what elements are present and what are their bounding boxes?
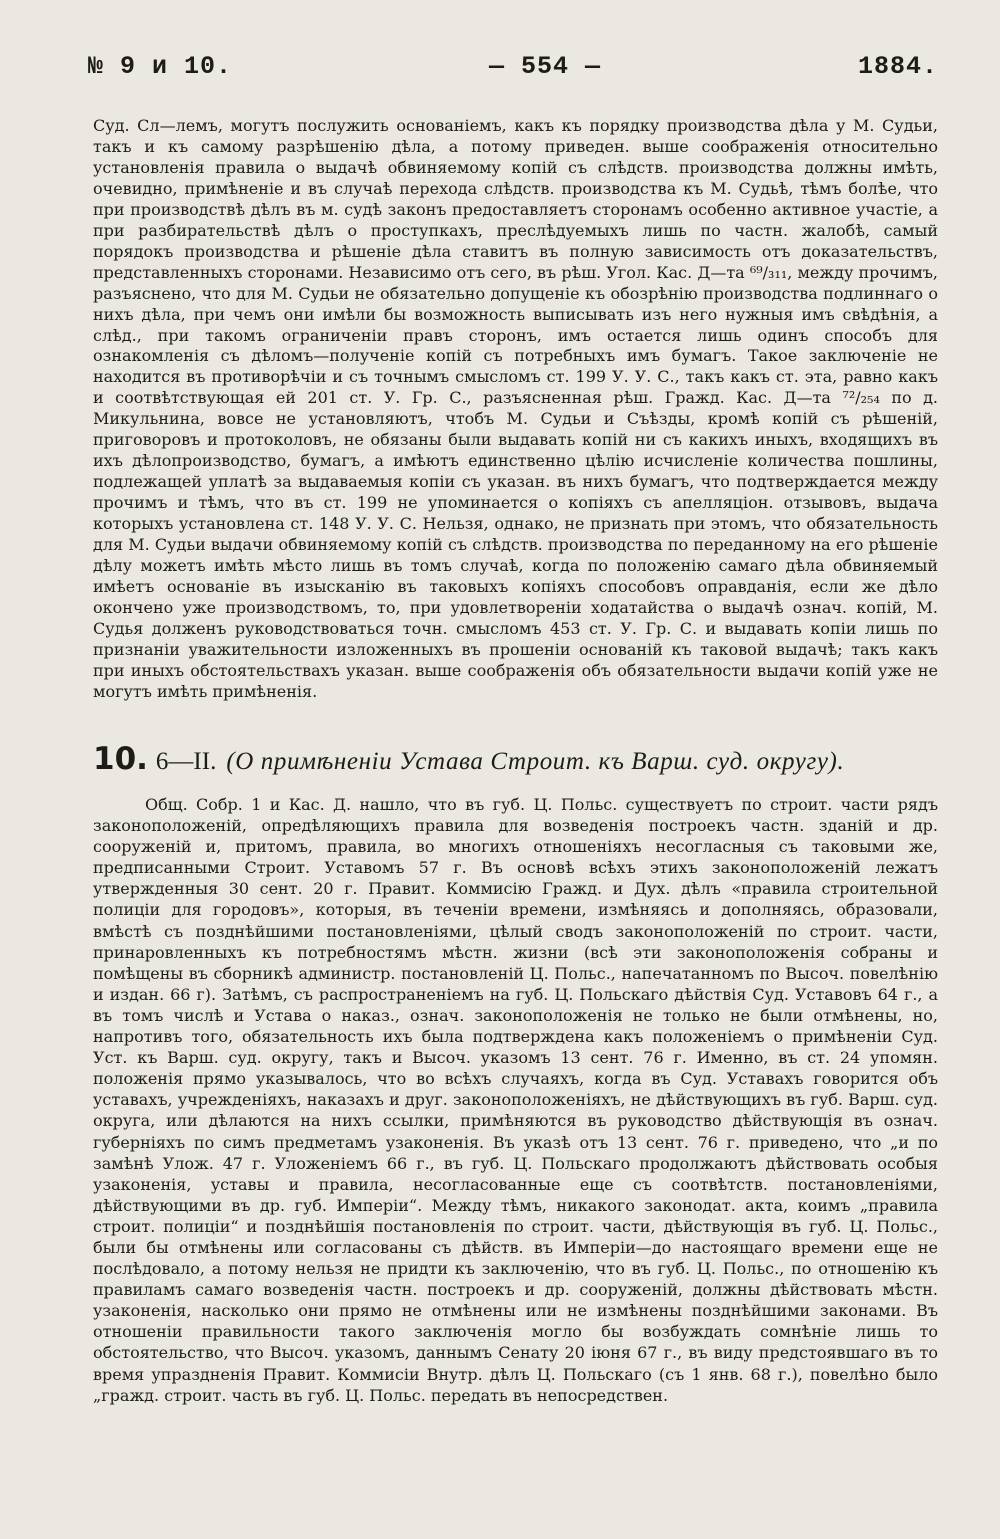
continued-paragraph bbox=[93, 116, 938, 703]
issue-number: № 9 и 10. bbox=[88, 52, 233, 81]
section-10 bbox=[93, 743, 938, 1406]
section-body bbox=[93, 794, 938, 1406]
running-header bbox=[88, 52, 938, 81]
section-paragraph-text: Общ. Собр. 1 и Кас. Д. нашло, что въ губ. Ц. Польс. существуетъ по строит. части рядъ законоположеній, опредѣляющихъ правила для возведенія построекъ частн. зданій и др. сооруженій и, притомъ, правила, во многихъ отношеніяхъ несогласныя съ таковыми же, предписанными Строит. Уставомъ 57 г. Въ основѣ всѣхъ этихъ законоположеній лежатъ утвержденныя 30 сент. 20 г. Правит. Коммисію Гражд. и Дух. дѣлъ «правила строительной полиціи для городовъ», которыя, въ теченіи времени, измѣняясь и дополняясь, образовали, вмѣстѣ съ позднѣйшими постановленіями, цѣлый сводъ законоположеній по строит. части, принаровленныхъ къ потребностямъ мѣстн. жизни (всѣ эти законоположенія собраны и помѣщены въ сборникѣ администр. постановленій Ц. Польс., напечатанномъ по Высоч. повелѣнію и издан. 66 г). Затѣмъ, съ распространеніемъ на губ. Ц. Польскаго дѣйствія Суд. Уставовъ 64 г., а въ томъ числѣ и Устава о наказ., означ. законоположенія не только не были отмѣнены, но, напротивъ того, обязательность ихъ была подтверждена какъ положеніемъ о примѣненіи Суд. Уст. къ Варш. суд. округу, такъ и Высоч. указомъ 13 сент. 76 г. Именно, въ ст. 24 упомян. положенія прямо указывалось, что во всѣхъ случаяхъ, когда въ Суд. Уставахъ говорится объ уставахъ, учрежденіяхъ, наказахъ и друг. законоположеніяхъ, не дѣйствующихъ въ губ. Варш. суд. округа, или дѣлаются на нихъ ссылки, примѣняются въ руководство дѣйствующія въ означ. губерніяхъ по симъ предметамъ узаконенія. Въ указѣ отъ 13 сент. 76 г. приведено, что „и по замѣнѣ Улож. 47 г. Уложеніемъ 66 г., въ губ. Ц. Польскаго продолжаютъ дѣйствовать особыя узаконенія, уставы и правила, несогласованные еще съ соотвѣтств. постановленіями, дѣйствующими въ др. губ. Имперіи“. Между тѣмъ, никакого законодат. акта, коимъ „правила строит. полиціи“ и позднѣйшія постановленія по строит. части, дѣйствующія въ губ. Ц. Польс., были бы отмѣнены или согласованы съ дѣйств. въ Имперіи—до настоящаго времени еще не послѣдовало, а потому нельзя не придти къ заключенію, что въ губ. Ц. Польс., по отношенію къ правиламъ самаго возведенія частн. построекъ и др. сооруженій, должны дѣйствовать мѣстн. узаконенія, насколько они прямо не отмѣнены или не измѣнены позднѣйшими законами. Въ отношеніи правильности такого заключенія могло бы возбуждать сомнѣніе лишь то обстоятельство, что Высоч. указомъ, даннымъ Сенату 20 іюня 67 г., въ виду предстоявшаго въ то время упраздненія Правит. Коммисіи Внутр. дѣлъ Ц. Польскаго (съ 1 янв. 68 г.), повелѣно было „гражд. строит. часть въ губ. Ц. Польс. передать въ непосредствен. bbox=[93, 795, 938, 1405]
section-heading bbox=[93, 743, 938, 778]
section-title: (О примѣненіи Устава Строит. къ Варш. суд. округу). bbox=[226, 748, 845, 775]
page-number: — 554 — bbox=[488, 52, 602, 81]
section-number: 10. bbox=[93, 741, 148, 777]
paragraph-text: Суд. Сл—лемъ, могутъ послужить основаніемъ, какъ къ порядку производства дѣла у М. Судьи, такъ и къ самому разрѣшенію дѣла, а потому приведен. выше соображенія относительно установленія правила о выдачѣ обвиняемому копій съ слѣдств. производства должны имѣть, очевидно, примѣненіе и въ случаѣ перехода слѣдств. производства къ М. Судьѣ, тѣмъ болѣе, что при производствѣ дѣлъ въ м. судѣ законъ предоставляетъ сторонамъ особенно активное участіе, а при разбирательствѣ дѣлъ о проступкахъ, преслѣдуемыхъ лишь по частн. жалобѣ, самый порядокъ производства и рѣшеніе дѣла ставитъ въ полную зависимость отъ доказательствъ, представленныхъ сторонами. Независимо отъ сего, въ рѣш. Угол. Кас. Д—та ⁶⁹/₃₁₁, между прочимъ, разъяснено, что для М. Судьи не обязательно допущеніе къ обозрѣнію производства подлиннаго о нихъ дѣла, при чемъ они имѣли бы возможность выписывать изъ него нужныя имъ свѣдѣнія, а слѣд., при такомъ ограниченіи правъ сторонъ, имъ остается лишь одинъ способъ для ознакомленія съ дѣломъ—полученіе копій съ потребныхъ имъ бумагъ. Такое заключеніе не находится въ противорѣчіи и съ точнымъ смысломъ ст. 199 У. У. С., такъ какъ ст. эта, равно какъ и соотвѣтствующая ей 201 ст. У. Гр. С., разъясненная рѣш. Гражд. Кас. Д—та ⁷²/₂₅₄ по д. Микульнина, вовсе не установляютъ, чтобъ М. Судьи и Съѣзды, кромѣ копій съ рѣшеній, приговоровъ и протоколовъ, не обязаны были выдавать копій ни съ какихъ иныхъ, входящихъ въ ихъ дѣлопроизводство, бумагъ, а имѣютъ единственно цѣлію исчисленіе количества пошлины, подлежащей уплатѣ за выдаваемыя копіи съ указан. въ нихъ бумагъ, что подтверждается между прочимъ и тѣмъ, что въ ст. 199 не упоминается о копіяхъ съ апелляціон. отзывовъ, выдача которыхъ установлена ст. 148 У. У. С. Нельзя, однако, не признать при этомъ, что обязательность для М. Судьи выдачи обвиняемому копій съ слѣдств. производства по переданному на его рѣшеніе дѣлу можетъ имѣть мѣсто лишь въ томъ случаѣ, когда по положенію самаго дѣла обвиняемый имѣетъ основаніе въ изысканію въ таковыхъ копіяхъ способовъ оправданія, если же дѣло окончено уже производствомъ, то, при удовлетвореніи ходатайства о выдачѣ означ. копій, М. Судья долженъ руководствоваться точн. смысломъ 453 ст. У. Гр. С. и выдавать копіи лишь по признаніи уважительности изложенныхъ въ прошеніи основаній къ таковой выдачѣ; такъ какъ при иныхъ обстоятельствахъ указан. выше соображенія объ обязательности выдачи копій уже не могутъ имѣть примѣненія. bbox=[93, 116, 938, 701]
section-date: 6—II. bbox=[155, 748, 217, 775]
year: 1884. bbox=[857, 52, 938, 81]
